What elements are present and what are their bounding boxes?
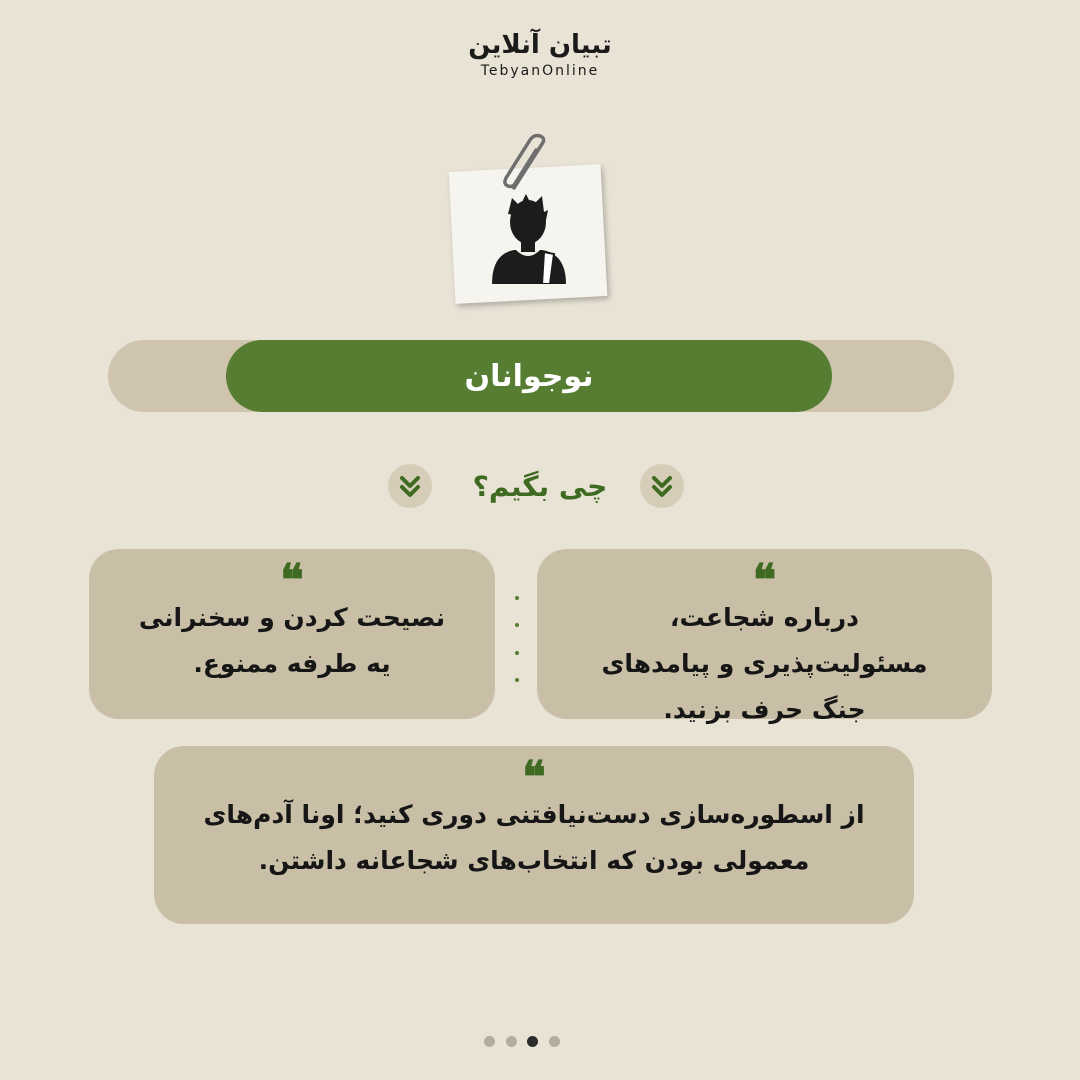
tip-card-text: از اسطوره‌سازی دست‌نیافتنی دوری کنید؛ اونا آدم‌های معمولی بودن که انتخاب‌های شجاعانه داشتن. <box>203 800 865 875</box>
tip-card-text: درباره شجاعت، مسئولیت‌پذیری و پیامدهای جنگ حرف بزنید. <box>601 603 928 724</box>
pager-dot-active[interactable] <box>527 1036 538 1047</box>
tip-card-text: نصیحت کردن و سخنرانی یه طرفه ممنوع. <box>138 603 446 678</box>
double-chevron-down-icon <box>388 464 432 508</box>
teen-silhouette-icon <box>486 192 570 284</box>
page-title: نوجوانان <box>464 358 594 394</box>
tip-card <box>89 549 495 719</box>
brand-logo <box>440 30 640 90</box>
pager-dot[interactable] <box>506 1036 517 1047</box>
subtitle <box>440 462 640 510</box>
paperclip-icon <box>492 130 562 200</box>
carousel-pager <box>484 1034 560 1048</box>
quote-icon: ❝ <box>280 555 304 606</box>
quote-icon: ❝ <box>522 752 546 803</box>
brand-name-fa: تبیان آنلاین <box>468 30 612 60</box>
brand-name-en: TebyanOnline <box>480 63 600 79</box>
quote-icon: ❝ <box>752 555 777 606</box>
pager-dot[interactable] <box>549 1036 560 1047</box>
pager-dot[interactable] <box>484 1036 495 1047</box>
tip-card <box>154 746 914 924</box>
tip-card <box>537 549 992 724</box>
subtitle-text: چی بگیم؟ <box>472 469 608 503</box>
card-separator <box>513 596 521 682</box>
title-pill <box>226 340 832 412</box>
double-chevron-down-icon <box>640 464 684 508</box>
